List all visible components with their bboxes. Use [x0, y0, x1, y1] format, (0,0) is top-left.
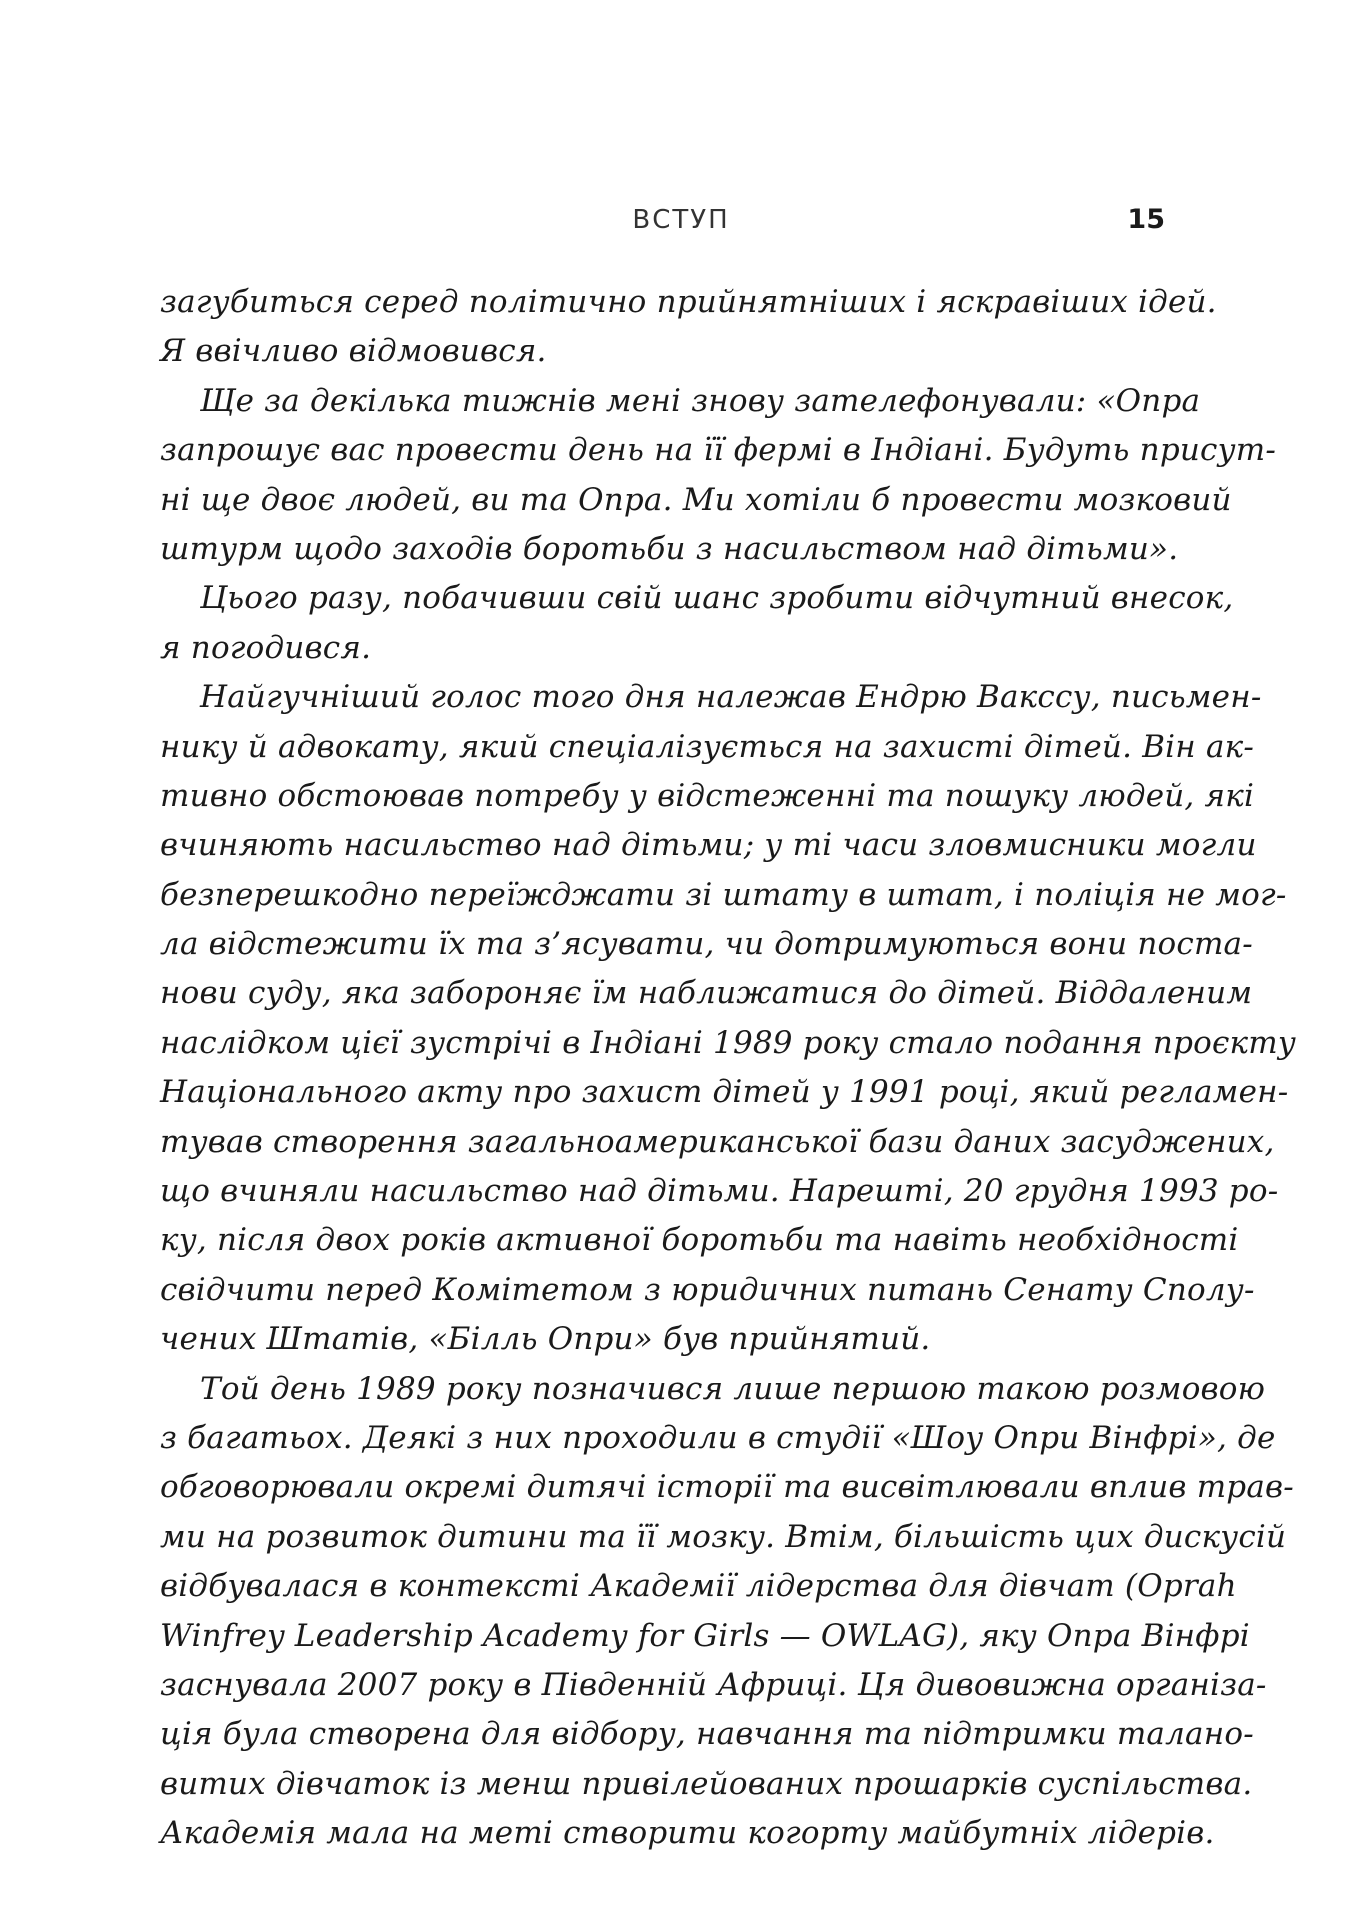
text-line: Я ввічливо відмовився. [160, 333, 547, 370]
text-line: Winfrey Leadership Academy for Girls — OWLAG), яку Опра Вінфрі [160, 1617, 1250, 1654]
paragraph [160, 574, 1234, 673]
text-line: Цього разу, побачивши свій шанс зробити відчутний внесок, [200, 580, 1234, 617]
paragraph [160, 1365, 1294, 1859]
text-line: ку, після двох років активної боротьби та навіть необхідності [160, 1222, 1239, 1259]
text-line: я погодився. [160, 629, 372, 666]
text-line: витих дівчаток із менш привілейованих прошарків суспільства. [160, 1765, 1253, 1802]
text-line: Ще за декілька тижнів мені знову зателефонували: «Опра [200, 382, 1201, 419]
text-line: Найгучніший голос того дня належав Ендрю Ваксcу, письмен- [200, 679, 1262, 716]
page-number: 15 [1127, 204, 1165, 235]
text-line: свідчити перед Комітетом з юридичних питань Сенату Сполу- [160, 1271, 1255, 1308]
text-line: тивно обстоював потребу у відстеженні та пошуку людей, які [160, 777, 1255, 814]
running-title: ВСТУП [632, 205, 730, 235]
text-line: ція була створена для відбору, навчання та підтримки талано- [160, 1716, 1254, 1753]
text-line: безперешкодно переїжджати зі штату в штат, і поліція не мог- [160, 876, 1287, 913]
text-line: з багатьох. Деякі з них проходили в студії «Шоу Опри Вінфрі», де [160, 1419, 1276, 1456]
text-line: Той день 1989 року позначився лише першою такою розмовою [200, 1370, 1266, 1407]
text-line: відбувалася в контексті Академії лідерства для дівчат (Oprah [160, 1568, 1237, 1605]
text-line: ла відстежити їх та з’ясувати, чи дотримуються вони поста- [160, 926, 1253, 963]
text-line: загубиться серед політично прийнятніших і яскравіших ідей. [160, 284, 1217, 320]
text-line: вчиняють насильство над дітьми; у ті часи зловмисники могли [160, 827, 1257, 864]
text-line: нови суду, яка забороняє їм наближатися до дітей. Віддаленим [160, 975, 1253, 1012]
paragraph [160, 377, 1277, 575]
text-line: Академія мала на меті створити когорту майбутніх лідерів. [160, 1815, 1215, 1852]
text-line: ні ще двоє людей, ви та Опра. Ми хотіли б провести мозковий [160, 481, 1232, 518]
text-line: штурм щодо заходів боротьби з насильством над дітьми». [160, 530, 1179, 567]
running-header [197, 200, 1165, 240]
paragraph [160, 278, 1217, 377]
text-line: тував створення загальноамериканської бази даних засуджених, [160, 1123, 1275, 1160]
text-line: Національного акту про захист дітей у 1991 році, який регламен- [160, 1074, 1289, 1111]
text-line: що вчиняли насильство над дітьми. Нарешті, 20 грудня 1993 ро- [160, 1173, 1279, 1210]
text-line: наслідком цієї зустрічі в Індіані 1989 року стало подання проєкту [160, 1024, 1297, 1061]
text-line: обговорювали окремі дитячі історії та висвітлювали вплив трав- [160, 1469, 1294, 1506]
text-line: ми на розвиток дитини та її мозку. Втім, більшість цих дискусій [160, 1518, 1287, 1555]
text-line: нику й адвокату, який спеціалізується на захисті дітей. Він ак- [160, 728, 1255, 765]
text-line: чених Штатів, «Білль Опри» був прийнятий. [160, 1321, 931, 1358]
paragraph [160, 673, 1297, 1364]
body-text [160, 278, 1297, 1859]
text-line: заснувала 2007 року в Південній Африці. Ця дивовижна організа- [160, 1666, 1267, 1703]
text-line: запрошує вас провести день на її фермі в Індіані. Будуть присут- [160, 432, 1277, 469]
